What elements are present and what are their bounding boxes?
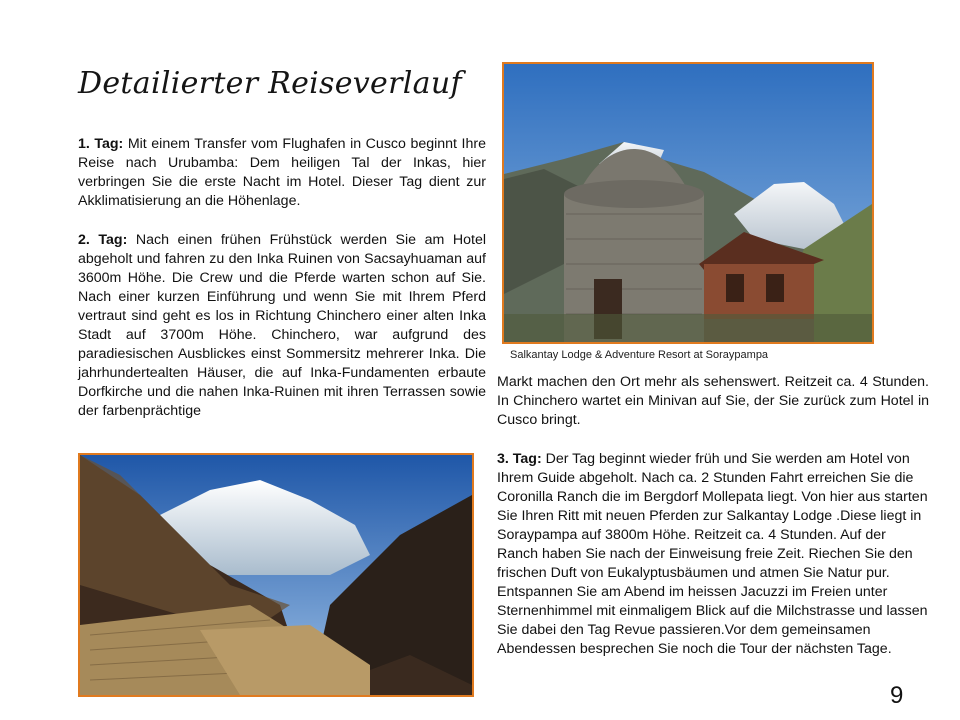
day2-label: 2. Tag: xyxy=(78,232,128,248)
day2-text: Nach einen frühen Frühstück werden Sie am Hotel abgeholt und fahren zu den Inka Ruinen von Sacsayhuaman auf 3600m Höhe. Die Crew und die Pferde warten schon auf Sie. Nach einer kurzen Einführung und wenn Sie mit Ihrem Pferd vertraut sind geht es los in Richtung Chinchero einer alten Inka Stadt auf 3700m Höhe. Chinchero, war aufgrund des paradiesischen Ausblickes einst Sommersitz mehrerer Inka. Die jahrhundertealten Häuser, die auf Inka-Fundamenten erbaute Dorfkirche und die nahen Inka-Ruinen mit ihren Terrassen sowie der farbenprächtige xyxy=(78,232,487,419)
day3-paragraph xyxy=(497,450,929,659)
day1-paragraph xyxy=(78,135,486,211)
day2-paragraph xyxy=(78,231,486,421)
lodge-photo-caption: Salkantay Lodge & Adventure Resort at Soraypampa xyxy=(510,349,769,361)
day1-text: Mit einem Transfer vom Flughafen in Cusco beginnt Ihre Reise nach Urubamba: Dem heiligen Tal der Inkas, hier verbringen Sie die erste Nacht im Hotel. Dieser Tag dient zur Akklimatisierung an die Höhenlage. xyxy=(78,136,486,209)
day3-label: 3. Tag: xyxy=(497,451,542,467)
valley-photo xyxy=(78,453,474,697)
page-number: 9 xyxy=(890,682,904,709)
lodge-photo-image xyxy=(504,64,872,342)
day1-label: 1. Tag: xyxy=(78,136,124,152)
lodge-photo xyxy=(502,62,874,344)
page-title: Detailierter Reiseverlauf xyxy=(78,66,462,101)
day3-text: Der Tag beginnt wieder früh und Sie werden am Hotel von Ihrem Guide abgeholt. Nach ca. 2 Stunden Fahrt erreichen Sie die Coronilla Ranch die im Bergdorf Mollepata liegt. Von hier aus starten Sie Ihren Ritt mit neuen Pferden zur Salkantay Lodge .Diese liegt in Soraypampa auf 3800m Höhe. Reitzeit ca. 4 Stunden. Auf der Ranch haben Sie nach der Einweisung freie Zeit. Riechen Sie den frischen Duft von Eukalyptusbäumen und atmen Sie Natur pur. Entspannen Sie am Abend im heissen Jacuzzi im Freien unter Sternenhimmel mit einmaligem Blick auf die Milchstrasse und lassen Sie dabei den Tag Revue passieren.Vor dem gemeinsamen Abendessen besprechen Sie noch die Tour der nächsten Tage. xyxy=(497,451,928,657)
day2-continuation: Markt machen den Ort mehr als sehenswert. Reitzeit ca. 4 Stunden. In Chinchero wartet ein Minivan auf Sie, der Sie zurück zum Hotel in Cusco bringt. xyxy=(497,374,929,428)
valley-photo-image xyxy=(80,455,472,695)
